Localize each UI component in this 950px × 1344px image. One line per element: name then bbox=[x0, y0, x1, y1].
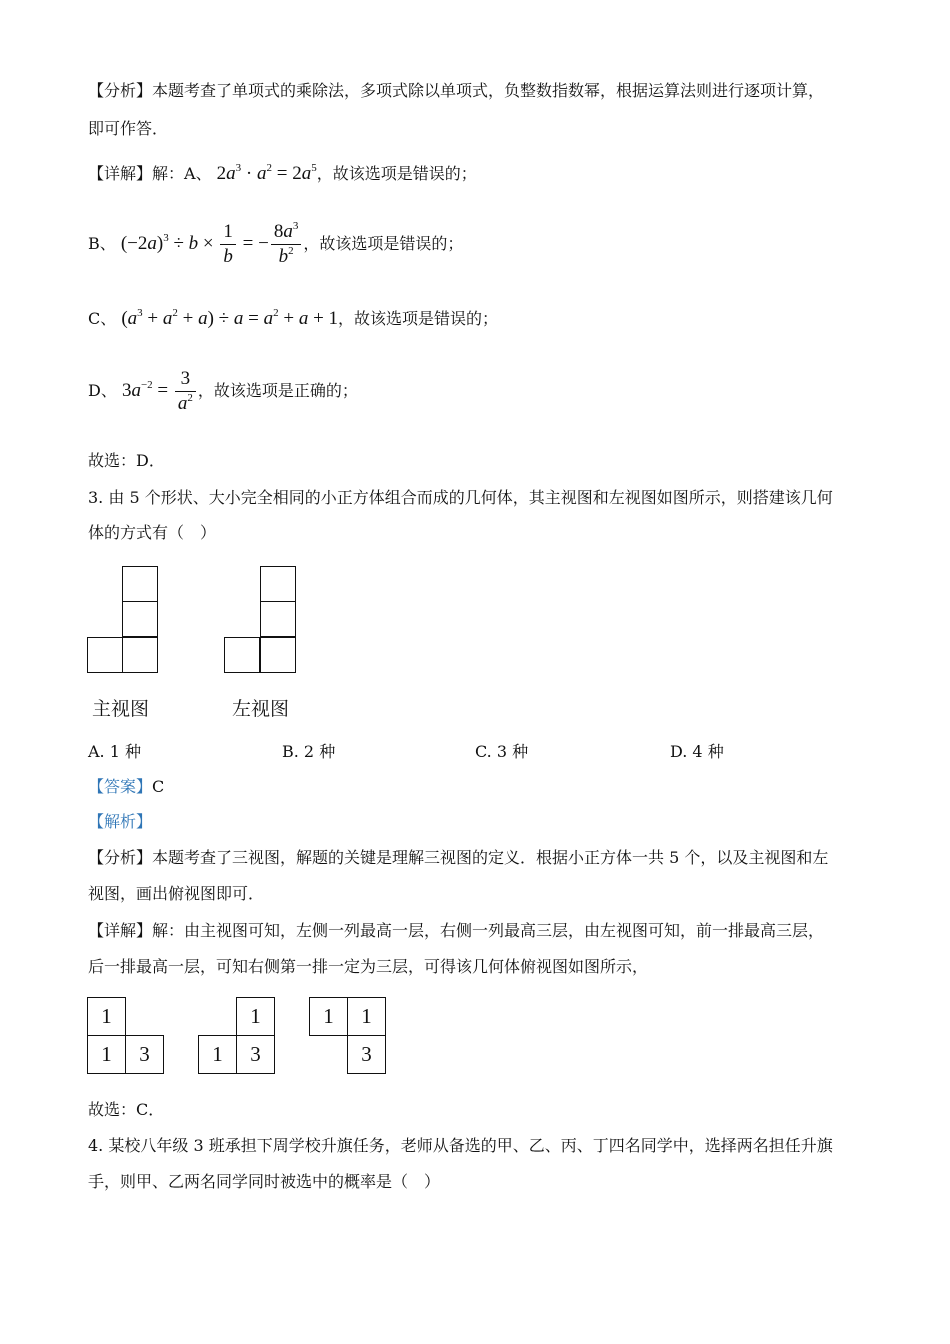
front-view-cell bbox=[87, 637, 123, 673]
option-b: B. 2 种 bbox=[282, 742, 336, 761]
formula-b: $(-2a)^3 \div b$ × $\frac{1}{b}$ = − $\frac{8a^3}{b^2}$ bbox=[121, 233, 303, 254]
q3-detail-tag: 【详解】 bbox=[88, 921, 153, 940]
choose-d: 故选：D． bbox=[88, 451, 165, 470]
grid-cell: 3 bbox=[125, 1035, 164, 1074]
q3-stem-line2: 体的方式有（ ） bbox=[88, 523, 217, 542]
option-c: C. 3 种 bbox=[475, 742, 529, 761]
detail-line-b bbox=[88, 221, 463, 268]
front-view-cell bbox=[122, 566, 158, 602]
analysis-tag: 【分析】 bbox=[88, 81, 153, 100]
left-view-cell bbox=[260, 601, 296, 637]
left-view-cell bbox=[260, 566, 296, 602]
grid-cell: 3 bbox=[236, 1035, 275, 1074]
analysis-text: 本题考查了单项式的乘除法，多项式除以单项式，负整数指数幂，根据运算法则进行逐项计算， bbox=[152, 81, 825, 100]
detail-tag: 【详解】 bbox=[88, 164, 153, 183]
front-view-cell bbox=[122, 601, 158, 637]
detail-b-suffix: ，故该选项是错误的； bbox=[303, 233, 464, 253]
q3-analysis-tag: 【分析】 bbox=[88, 848, 153, 867]
detail-d-prefix: D、 bbox=[88, 380, 117, 400]
grid-cell: 3 bbox=[347, 1035, 386, 1074]
detail-line-d bbox=[88, 368, 358, 415]
left-view-cell bbox=[260, 637, 296, 673]
q3-analysis-text: 本题考查了三视图，解题的关键是理解三视图的定义．根据小正方体一共 5 个，以及主视图和左 bbox=[152, 848, 829, 867]
analysis-paragraph-line1 bbox=[88, 80, 824, 102]
grid-cell: 1 bbox=[309, 997, 348, 1036]
answer-value: C bbox=[152, 777, 165, 796]
q3-detail-line2: 后一排最高一层，可知右侧第一排一定为三层，可得该几何体俯视图如图所示， bbox=[88, 957, 649, 976]
grid-cell: 1 bbox=[87, 1035, 126, 1074]
q4-stem-line1: 4. 某校八年级 3 班承担下周学校升旗任务，老师从备选的甲、乙、丙、丁四名同学中，选择两名担任升旗 bbox=[88, 1136, 833, 1155]
front-view-caption: 主视图 bbox=[92, 698, 150, 720]
grid-cell: 1 bbox=[87, 997, 126, 1036]
option-a: A. 1 种 bbox=[88, 742, 141, 761]
grid-cell: 1 bbox=[198, 1035, 237, 1074]
detail-d-suffix: ，故该选项是正确的； bbox=[197, 380, 358, 400]
grid-cell: 1 bbox=[347, 997, 386, 1036]
q3-stem-line1: 3. 由 5 个形状、大小完全相同的小正方体组合而成的几何体，其主视图和左视图如图所示，则搭建该几何 bbox=[88, 488, 833, 507]
q4-stem-line2: 手，则甲、乙两名同学同时被选中的概率是（ ） bbox=[88, 1172, 441, 1191]
left-view-caption: 左视图 bbox=[232, 698, 290, 720]
q3-analysis-line2: 视图，画出俯视图即可． bbox=[88, 884, 265, 903]
jiexi-tag: 【解析】 bbox=[88, 812, 153, 831]
front-view-cell bbox=[122, 637, 158, 673]
option-d: D. 4 种 bbox=[670, 742, 724, 761]
q3-analysis-line1 bbox=[88, 847, 828, 869]
formula-a: $2a^3 \cdot a^2 = 2a^5$ bbox=[216, 162, 317, 184]
formula-c: $(a^3 + a^2 + a) \div a = a^2 + a + 1$ bbox=[121, 307, 339, 329]
q3-detail-text: 解：由主视图可知，左侧一列最高一层，右侧一列最高三层，由左视图可知，前一排最高三层， bbox=[152, 921, 825, 940]
detail-c-suffix: ，故该选项是错误的； bbox=[338, 309, 499, 328]
q3-detail-line1 bbox=[88, 920, 824, 942]
choose-c: 故选：C． bbox=[88, 1100, 165, 1119]
detail-line-c bbox=[88, 308, 498, 330]
detail-b-prefix: B、 bbox=[88, 233, 116, 253]
detail-c-prefix: C、 bbox=[88, 309, 117, 328]
detail-a-suffix: ，故该选项是错误的； bbox=[316, 164, 477, 183]
detail-prefix: 解：A、 bbox=[152, 164, 212, 183]
answer-tag: 【答案】 bbox=[88, 777, 153, 796]
formula-d: $3a^{-2}$ = $\frac{3}{a^2}$ bbox=[122, 380, 198, 401]
left-view-cell bbox=[224, 637, 260, 673]
answer-line bbox=[88, 776, 164, 798]
analysis-paragraph-line2: 即可作答． bbox=[88, 119, 169, 138]
detail-line-a bbox=[88, 163, 477, 185]
grid-cell: 1 bbox=[236, 997, 275, 1036]
